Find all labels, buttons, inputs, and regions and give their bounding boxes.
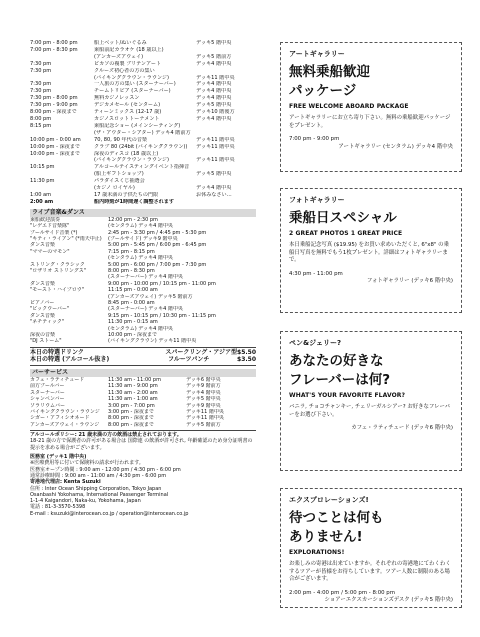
medical-line: 通常診療時間 : 9:00 am - 11:00 am / 4:30 pm - 6:00 pm	[30, 472, 167, 479]
art-gallery-card	[280, 42, 462, 172]
schedule-location	[196, 130, 256, 137]
schedule-activity: ティーンミックス (12-17 歳)	[94, 109, 162, 116]
live-time-location: 7:15 pm - 8:15 pm	[108, 248, 155, 255]
drink-special-price: $3.50	[237, 356, 256, 364]
live-act: 深夜の音楽	[30, 332, 56, 339]
schedule-row	[30, 95, 256, 102]
live-time-location: 9:15 pm - 10:15 pm / 10:30 pm - 11:15 pm	[108, 312, 216, 319]
live-time-location: (バイキングクラウン) デッキ11 階中央	[108, 338, 197, 345]
schedule-row	[30, 88, 256, 95]
schedule-activity: アルコールテイスティングイベント指揮音	[94, 164, 190, 171]
bar-service-list	[30, 377, 256, 428]
daily-schedule-column	[30, 40, 256, 517]
schedule-location: デッキ4 階中央	[196, 185, 232, 192]
schedule-activity: (船上ギフトショップ)	[94, 171, 144, 178]
schedule-time: 7:00 pm - 8:00 pm	[30, 40, 78, 46]
bar-name: バイキングクラウン・ラウンジ	[30, 408, 100, 415]
bar-hours: 8:00 pm - 深夜まで	[108, 421, 154, 428]
phone-line: 電話 : 81-3-3570-5398	[30, 504, 86, 511]
live-time-location: 9:00 pm - 10:00 pm / 10:15 pm - 11:00 pm	[108, 280, 216, 287]
live-time-location: 12:00 pm - 2:30 pm	[108, 216, 158, 223]
card-location: ショアーエクスカーションズデスク (デッキ5 階中央)	[324, 597, 453, 603]
schedule-location: デッキ11 階中央	[196, 136, 235, 143]
schedule-activity: (バイキングクラウン・ラウンジ)	[94, 74, 170, 81]
schedule-time: 1:00 am	[30, 191, 52, 198]
schedule-activity: カジノスロットトーナメント	[94, 115, 160, 122]
live-time-location: (センタラム) デッキ4 階中央	[108, 223, 173, 230]
bar-hours: 11:30 am - 2:00 am	[108, 389, 158, 396]
bar-location: デッキ5 階前方	[186, 421, 221, 428]
schedule-location: デッキ4 階中央	[196, 60, 232, 67]
ben-jerry-card	[280, 331, 462, 471]
schedule-time	[30, 185, 94, 192]
bar-location: デッキ9 階中央	[186, 402, 221, 409]
card-category: アートギャラリー	[289, 50, 345, 58]
schedule-time: 10:00 pm - 深夜まで	[30, 150, 80, 157]
card-location: フォトギャラリー (デッキ6 階中央)	[366, 278, 453, 284]
card-category: ペン&ジェリー?	[289, 339, 342, 347]
explorations-card	[280, 488, 462, 608]
card-category: エクスプロレーションズ!	[289, 496, 369, 504]
schedule-activity: 深夜のディスコ (18 歳以上)	[94, 150, 159, 157]
live-act: "レゲエド音楽隊"	[30, 223, 70, 230]
card-body: アートギャラリーにお立ち寄り下さい。無料の乗船歓迎パッケージをプレゼント。	[289, 115, 451, 129]
schedule-activity: (カジノ ロイヤル)	[94, 185, 135, 192]
live-time-location: (センタラム) デッキ4 階中央	[108, 325, 173, 332]
live-act: プールサイド音楽 (*)	[30, 229, 78, 236]
schedule-time: 7:30 pm - 9:00 pm	[30, 102, 78, 109]
schedule-activity: 船内時刻が1時間遅く調整されます	[94, 198, 174, 205]
live-time-location: 5:00 pm - 5:45 pm / 6:00 pm - 6:45 pm	[108, 242, 207, 249]
schedule-row	[30, 54, 256, 61]
card-category: フォトギャラリー	[289, 196, 345, 204]
bar-location: デッキ4 階中央	[186, 389, 221, 396]
schedule-activity: 乗船記念ショー (メインシーティング)	[94, 122, 181, 129]
drink-specials	[30, 347, 256, 366]
schedule-activity: 17 歳未満の子供たちの門限	[94, 191, 159, 198]
live-time-location: (プールサイド) デッキ9 階中央	[108, 235, 178, 242]
medical-info	[30, 454, 256, 517]
card-english-title: WHAT'S YOUR FAVORITE FLAVOR?	[289, 392, 406, 399]
schedule-time	[30, 171, 94, 178]
bar-hours: 11:30 am - 11:00 pm	[108, 376, 161, 383]
schedule-location	[196, 68, 256, 75]
live-time-location: 2:45 pm - 3:30 pm / 4:45 pm - 5:30 pm	[108, 229, 207, 236]
schedule-activity: ピカソの複製 ブリテンアート	[94, 60, 162, 67]
schedule-activity: クルーズ初心者の方の集い	[94, 67, 155, 74]
alcohol-policy-title: アルコールポリシー: 21 歳未満の方の飲酒は禁止されております。	[30, 432, 182, 439]
alcohol-policy	[30, 430, 256, 451]
bar-hours: 8:00 pm - 深夜まで	[108, 415, 154, 422]
schedule-location	[196, 199, 256, 206]
bar-hours: 11:30 am - 9:00 pm	[108, 383, 158, 390]
schedule-location	[196, 164, 256, 171]
drink-special-row	[30, 356, 256, 364]
schedule-row	[30, 185, 256, 192]
live-act: "キティ・ライアン" (*雨天中止)	[30, 235, 102, 242]
drink-special-name: スパークリング・アジア型	[165, 348, 238, 356]
card-headline: 無料乗船歓迎	[289, 64, 370, 80]
bar-hours: 11:30 am - 1:00 am	[108, 396, 158, 403]
card-time: 7:00 pm - 9:00 pm	[289, 136, 340, 142]
schedule-time: 11:30 pm	[30, 178, 55, 185]
address-line: 1-1-4 Kaigandori, Naka-ku, Yokohama, Japan	[30, 498, 141, 505]
bar-name: ソラリウムバー	[30, 402, 65, 409]
schedule-time	[30, 130, 94, 137]
port-agent-title: 寄港地代理店: Kenta Suzuki	[30, 479, 101, 486]
schedule-location: デッキ5 階中央	[196, 40, 232, 46]
schedule-activity: 70, 80, 90 年代の音楽	[94, 136, 148, 143]
card-location: カフェ・ラティチュード (デッキ6 階中央)	[351, 425, 453, 431]
bar-hours: 3:00 pm - 7:00 pm	[108, 402, 155, 409]
schedule-location: デッキ5 階中央	[196, 102, 232, 109]
card-time: 4:30 pm - 11:00 pm	[289, 270, 343, 277]
card-headline: ありません!	[289, 529, 363, 545]
card-headline: 待つことは何も	[289, 510, 384, 526]
schedule-time: 8:00 pm	[30, 115, 52, 122]
schedule-location: デッキ4 階中央	[196, 115, 232, 122]
bar-location: デッキ9 階前方	[186, 383, 221, 390]
schedule-time: 2:00 am	[30, 198, 54, 205]
live-act: ダンス音楽	[30, 312, 55, 319]
bar-name: 前方プールバー	[30, 383, 65, 390]
live-time-location: 5:00 pm - 6:00 pm / 7:00 pm - 7:30 pm	[108, 261, 207, 268]
schedule-row	[30, 157, 256, 164]
live-act: ダンス音楽	[30, 242, 55, 249]
bar-location: デッキ5 階中央	[186, 396, 221, 403]
schedule-location: デッキ5 階前方	[196, 53, 232, 60]
schedule-row	[30, 81, 256, 88]
live-act: "モースト・ハイプロウ"	[30, 287, 85, 294]
card-english-title: FREE WELCOME ABOARD PACKAGE	[289, 103, 409, 110]
bar-row	[30, 422, 256, 428]
bar-name: カフェ・ラティチュード	[30, 376, 85, 383]
schedule-time: 10:15 pm	[30, 164, 55, 171]
address-line: Osanbashi Yokohama, International Passenger Terminal	[30, 491, 169, 498]
schedule-row	[30, 130, 256, 137]
schedule-location	[196, 47, 256, 54]
live-act: "DJ ストーム"	[30, 338, 62, 345]
live-music-heading: ライブ音楽&ダンス	[30, 209, 256, 217]
schedule-location: お休みなさい…	[196, 191, 232, 198]
schedule-row	[30, 137, 256, 144]
email-line[interactable]: E-mail : ksuzuki@interocean.co.jp / operation@interocean.co.jp	[30, 510, 189, 517]
bar-location: デッキ11 階中央	[186, 408, 224, 415]
schedule-location	[196, 123, 256, 130]
schedule-activity: 乗船前記カラオケ (18 歳以上)	[94, 46, 164, 53]
bar-name: シャンペンバー	[30, 396, 65, 403]
schedule-row	[30, 61, 256, 68]
schedule-time: 7:30 pm	[30, 67, 52, 74]
schedule-row	[30, 164, 256, 171]
live-time-location: 8:00 pm - 8:30 pm	[108, 268, 155, 274]
card-time: 2:00 pm - 4:00 pm / 5:00 pm - 8:00 pm	[289, 589, 395, 596]
schedule-location: デッキ4 階中央	[196, 88, 232, 95]
schedule-location: デッキ11 階中央	[196, 74, 235, 81]
schedule-activity: (バイキングクラウン・ラウンジ)	[94, 157, 170, 164]
schedule-activity: 船上ベット/ぬいぐるみ	[94, 40, 147, 46]
schedule-location: デッキ10 階後方	[196, 109, 235, 116]
schedule-time: 8:00 pm - 深夜まで	[30, 109, 77, 116]
alcohol-policy-body: 18-21 歳の方で保護者の許可がある場合は 国際連 の飲酒が許可され, 年齢確認のため身分証明書の提示を求める場合がございます。	[30, 438, 253, 451]
live-act: 乗船歓迎演奏	[30, 216, 61, 223]
bar-location: デッキ11 階中央	[186, 415, 224, 422]
live-time-location: (アンカーズアウェイ) デッキ5 階前方	[108, 293, 193, 300]
card-headline: あなたの好きな	[289, 353, 384, 369]
schedule-row	[30, 123, 256, 130]
schedule-time: 7:30 pm	[30, 60, 52, 67]
drink-special-name: フルーツパンチ	[168, 356, 210, 364]
card-location: アートギャラリー (センタラム) デッキ4 階中央	[338, 143, 453, 150]
live-act: ダンス音楽	[30, 280, 55, 287]
medical-line: 医務室オープン時間 : 9:00 am - 12:00 pm / 4:30 pm - 6:00 pm	[30, 466, 181, 473]
bar-service-heading: バーサービス	[30, 369, 256, 377]
card-body: お楽しみの寄港は出来ていますか。それぞれの寄港地にてわくわくするツアーが皆様をお待ちしています。ツアー人数に制限のある場合がございます。	[289, 561, 451, 582]
schedule-row	[30, 116, 256, 123]
schedule-row	[30, 178, 256, 185]
schedule-activity: (ザ・アウター・シアター) デッキ4 階前方	[94, 129, 191, 136]
schedule-activity: デジカメセール (センターム)	[94, 102, 161, 109]
schedule-row	[30, 75, 256, 82]
schedule-row	[30, 151, 256, 158]
live-time-location: 11:30 pm - 0:15 am	[108, 319, 158, 326]
schedule-time: 7:30 pm - 8:00 pm	[30, 95, 78, 102]
schedule-location	[196, 151, 256, 158]
schedule-time: 8:15 pm	[30, 122, 52, 129]
card-body: バニラ, チョコチャンキー, チェリーガルシアー? お好きなフレーバーをお選び下さい。	[289, 404, 450, 418]
schedule-activity: 無料カジノレッスン	[94, 95, 140, 102]
live-music-list	[30, 217, 256, 345]
card-headline: 乗船日スペシャル	[289, 210, 397, 226]
schedule-row	[30, 171, 256, 178]
live-act: ピアノバー	[30, 300, 55, 307]
schedule-activity: パラダイスくじ抽選会	[94, 178, 145, 185]
schedule-location	[196, 178, 256, 185]
schedule-time: 10:00 pm - 深夜まで	[30, 143, 80, 150]
schedule-activity: チームトリビア (スターナーバー)	[94, 88, 171, 95]
schedule-time: 7:30 pm	[30, 81, 52, 88]
schedule-time: 7:00 pm - 8:30 pm	[30, 46, 78, 53]
card-headline: フレーバーは何?	[289, 372, 391, 388]
live-act: "ロザリオ ストリングス"	[30, 268, 86, 274]
live-time-location: (スターナーバー) デッキ4 階中央	[108, 306, 183, 313]
live-time-location: (スターナーバー) デッキ4 階中央	[108, 274, 183, 281]
bar-name: アンカーズアウェイ・ラウンジ	[30, 421, 100, 428]
live-time-location: 10:00 pm - 深夜まで	[108, 332, 158, 339]
schedule-activity: クラブ 80 (24bit (バイキングクラウン))	[94, 143, 188, 150]
drink-special-label: 本日の特選 (アルコール抜き)	[30, 356, 110, 364]
medical-title: 医務室 (デッキ1 階中央)	[30, 454, 87, 461]
schedule-time	[30, 54, 94, 61]
live-time-location: 11:15 pm - 0:00 am	[108, 287, 158, 294]
schedule-row	[30, 199, 256, 206]
live-act: "ママーのマモン"	[30, 248, 70, 255]
live-time-location: 8:45 pm - 0:00 am	[108, 300, 155, 307]
card-english-title: EXPLORATIONS!	[289, 549, 345, 556]
address-line: 住所 : Inter Ocean Shipping Corporation, Tokyo Japan	[30, 485, 162, 492]
schedule-activity: 一人旅の方の集い (スターナーバー)	[94, 81, 176, 88]
live-act: "ビックウーバー"	[30, 306, 70, 313]
live-time-location: (センタラム) デッキ4 階中央	[108, 255, 173, 262]
drink-special-label: 本日の特選ドリンク	[30, 348, 84, 356]
schedule-activity: (アンカーズアウェイ)	[94, 53, 144, 60]
schedule-location: デッキ4 階中央	[196, 95, 232, 102]
live-act: "ネチティック"	[30, 319, 65, 326]
schedule-location: デッキ4 階中央	[196, 81, 232, 88]
schedule-location: デッキ5 階中央	[196, 171, 232, 178]
card-headline: パッケージ	[289, 83, 357, 99]
bar-location: デッキ6 階中央	[186, 376, 221, 383]
medical-line: ※医療費用等に付いて保険料の請求が行われます。	[30, 460, 144, 467]
photo-gallery-card	[280, 188, 462, 313]
schedule-row	[30, 40, 256, 47]
schedule-row	[30, 68, 256, 75]
drink-special-price: $5.50	[237, 348, 256, 356]
bar-name: シガー・アフィシオネード	[30, 415, 90, 422]
schedule-time: 10:00 pm - 0:00 am	[30, 136, 81, 143]
card-english-title: 2 GREAT PHOTOS 1 GREAT PRICE	[289, 230, 403, 237]
schedule-location: デッキ11 階中央	[196, 143, 235, 150]
evening-schedule	[30, 40, 256, 206]
schedule-row	[30, 109, 256, 116]
schedule-row	[30, 102, 256, 109]
bar-hours: 3:00 pm - 深夜まで	[108, 408, 154, 415]
bar-name: スターナーバー	[30, 389, 65, 396]
schedule-row	[30, 192, 256, 199]
schedule-row	[30, 144, 256, 151]
schedule-row	[30, 47, 256, 54]
schedule-time: 7:30 pm	[30, 88, 52, 95]
schedule-time	[30, 157, 94, 164]
live-act: ストリング・クラシック	[30, 261, 85, 268]
live-music-row	[30, 338, 256, 344]
schedule-time	[30, 75, 94, 82]
schedule-location: デッキ11 階中央	[196, 157, 235, 164]
card-body: 本日乗船記念写真 ($19.95) をお買い求めいただくと, 6"x8" の乗船日写真を無料でもう1枚プレゼント。詳細はフォトギャラリーまで。	[289, 242, 449, 263]
